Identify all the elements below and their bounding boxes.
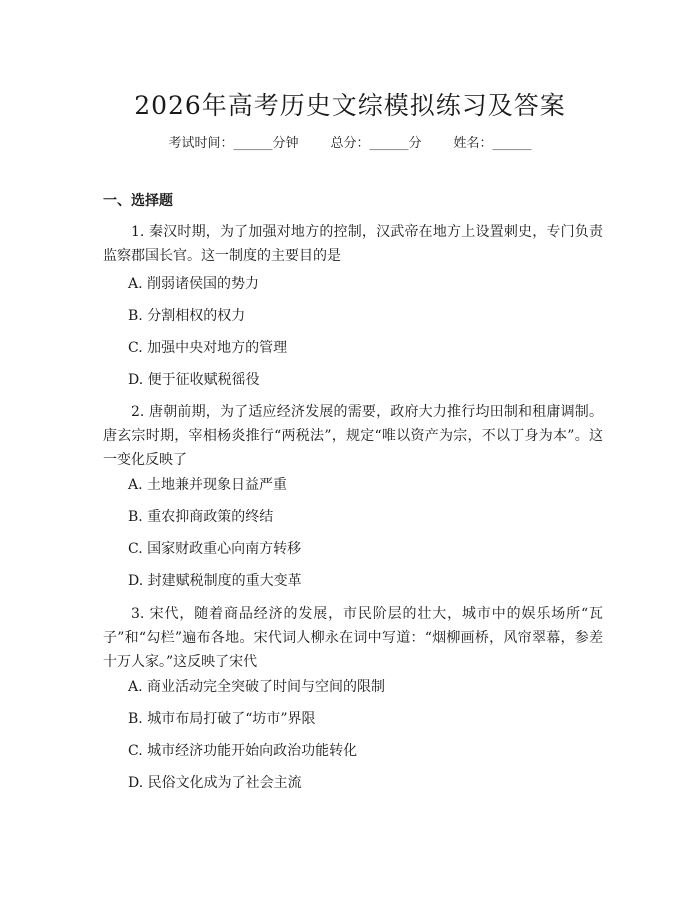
question-1-option-d: D. 便于征收赋税徭役 xyxy=(128,372,260,388)
page-title: 2026年高考历史文综模拟练习及答案 xyxy=(134,91,566,120)
question-2-option-d: D. 封建赋税制度的重大变革 xyxy=(128,573,302,589)
question-3-option-d: D. 民俗文化成为了社会主流 xyxy=(128,775,302,791)
question-3-stem: 3. 宋代，随着商品经济的发展，市民阶层的壮大，城市中的娱乐场所“瓦子”和“勾栏”遍布各地。宋代词人柳永在词中写道：“烟柳画桥，风帘翠幕，参差十万人家。”这反映了宋代 xyxy=(103,606,603,670)
question-2-option-c: C. 国家财政重心向南方转移 xyxy=(128,541,302,557)
question-1-stem: 1. 秦汉时期，为了加强对地方的控制，汉武帝在地方上设置刺史，专门负责监察郡国长官。这一制度的主要目的是 xyxy=(103,224,603,264)
student-name-field: 姓名：______ xyxy=(453,136,532,151)
question-1-option-b: B. 分割相权的权力 xyxy=(128,308,246,324)
exam-info-line xyxy=(0,132,700,151)
question-3-option-b: B. 城市布局打破了“坊市”界限 xyxy=(128,711,316,727)
total-score-field: 总分：______分 xyxy=(330,136,422,151)
question-1-option-c: C. 加强中央对地方的管理 xyxy=(128,340,288,356)
section-heading: 一、选择题 xyxy=(103,193,173,209)
question-1-option-a: A. 削弱诸侯国的势力 xyxy=(128,276,260,292)
question-2-stem: 2. 唐朝前期，为了适应经济发展的需要，政府大力推行均田制和租庸调制。唐玄宗时期，宰相杨炎推行“两税法”，规定“唯以资产为宗，不以丁身为本”。这一变化反映了 xyxy=(103,404,603,468)
question-3-option-a: A. 商业活动完全突破了时间与空间的限制 xyxy=(128,679,386,695)
question-2-option-b: B. 重农抑商政策的终结 xyxy=(128,509,274,525)
exam-time-field: 考试时间：______分钟 xyxy=(168,136,299,151)
question-3-option-c: C. 城市经济功能开始向政治功能转化 xyxy=(128,743,358,759)
question-2-option-a: A. 土地兼并现象日益严重 xyxy=(128,477,288,493)
